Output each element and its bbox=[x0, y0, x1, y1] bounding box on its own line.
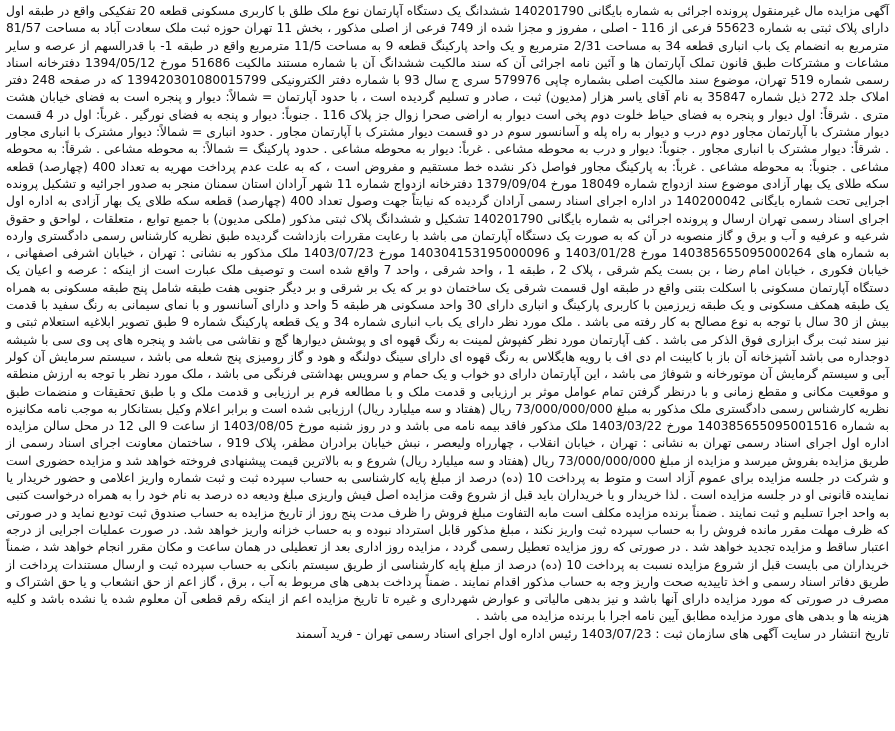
auction-notice-text: آگهی مزایده مال غیرمنقول پرونده اجرائی به شماره بایگانی 140201790 ششدانگ یک دستگاه آپارتمان نوع ملک طلق با کاربری مسکونی قطعه 20 تفکیکی واقع در طبقه اول دارای پلاک ثبتی به شماره 55623 فرعی از 116 - اصلی ، مفروز و مجزا شده از 749 فرعی از اصلی مذکور ، بخش 11 تهران حوزه ثبت ملک سعادت آباد به مساحت 81/57 مترمربع به انضمام یک باب انباری قطعه 34 به مساحت 2/31 مترمربع و یک واحد پارکینگ قطعه 9 به مساحت 11/5 مترمربع واقع در طبقه 1- با قدرالسهم از عرصه و سایر مشاعات و مشترکات طبق قانون تملک آپارتمان ها و آئین نامه اجرائی آن که سند مالکیت ششدانگ آن با شماره مستند مالکیت 51686 مورخ 1394/05/12 دفترخانه اسناد رسمی شماره 519 تهران، موضوع سند مالکیت اصلی بشماره چاپی 579976 سری ج سال 93 با شماره دفتر الکترونیکی 139420301080015799 که در صفحه 248 دفتر املاک جلد 272 ذیل شماره 35847 به نام آقای یاسر هزار (مدیون) ثبت ، صادر و تسلیم گردیده است ، با حدود آپارتمان = شمالاً: دیوار و پنجره است به فضای خیابان هشت متری . شرقاً: اول دیوار و پنجره به فضای حیاط خلوت دوم پخی است دیوار به اراضی صحرا زوال جز پلاک 116 . جنوباً: دیوار و پنجه به فضای نورگیر . غرباً: اول در 4 قسمت دیوار مشترک با آپارتمان مجاور دوم درب و دیوار به راه پله و آسانسور سوم در دو قسمت دیوار مشترک با آپارتمان مجاور . حدود انباری = شمالاً: دیوار مشترک با انباری مجاور . شرقاً: دیوار مشترک با انباری مجاور . جنوباً: دیوار و درب به محوطه مشاعی . غرباً: دیوار به محوطه مشاعی . حدود پارکینگ = شمالاً: به محوطه مشاعی . شرقاً: به محوطه مشاعی . جنوباً: به محوطه مشاعی . غرباً: به پارکینگ مجاور فواصل ذکر نشده خط مستقیم و مفروض است ، که به علت عدم پرداخت مهریه به تعداد 400 (چهارصد) قطعه سکه طلای یک بهار آزادی موضوع سند ازدواج شماره 18049 مورخ 1379/09/04 دفترخانه ازدواج شماره 11 شهر آرادان استان سمنان منجر به صدور اجرائیه و تشکیل پرونده اجرایی تحت شماره بایگانی 140200042 در اداره اجرای اسناد رسمی آرادان گردیده که نیابتاً جهت وصول تعداد 400 (چهارصد) قطعه سکه طلای یک بهار آزادی به اداره اول اجرای اسناد رسمی تهران ارسال و پرونده اجرائی به شماره بایگانی 140201790 تشکیل و ششدانگ پلاک ثبتی مذکور (ملکی مدیون) با جمیع توابع ، متعلقات ، لواحق و حقوق شرعیه و عرفیه و آب و برق و گاز منصوبه در آن که به صورت یک دستگاه آپارتمان می باشد با رعایت مقررات بازداشت گردیده طبق نظریه کارشناس رسمی دادگستری وارده به شماره های 140385655095000264 مورخ 1403/01/28 و 140304153195000096 مورخ 1403/07/23 ملک مذکور به نشانی : تهران ، خیابان اشرفی اصفهانی ، خیابان فکوری ، خیابان امام رضا ، بن بست یکم شرقی ، پلاک 2 ، طبقه 1 ، واحد شرقی ، واحد 7 واقع شده است و توصیف ملک عبارت است از اینکه : عرصه و اعیان یک دستگاه آپارتمان مسکونی با اسکلت بتنی واقع در طبقه اول قسمت شرقی یک ساختمان دو بر که یک بر شرقی و بر دیگر جنوبی هفت طبقه شامل پنج طبقه مسکونی به همراه یک طبقه همکف مسکونی و یک طبقه زیرزمین با کاربری پارکینگ و انباری دارای 30 واحد مسکونی هر طبقه 5 واحد و دارای آسانسور و با نمای سیمانی به رنگ سفید با قدمت بیش از 30 سال با توجه به نوع مصالح به کار رفته می باشد . ملک مورد نظر دارای یک باب انباری شماره 34 و یک قطعه پارکینگ شماره 9 طبق تصویر ابلاغیه استعلام ثبتی و نیز سند ثبت برگ ابزاری فوق الذکر می باشد . کف آپارتمان مورد نظر کفپوش لمینت به رنگ قهوه ای و پوشش دیوارها گچ و نقاشی می باشد و پنجره های پی وی سی با شیشه دوجداره می باشد آشپزخانه آن باز با کابینت ام دی اف با رویه هایگلاس به رنگ قهوه ای دارای سینگ دولنگه و هود و گاز رومیزی پنج شعله می باشد ، سیستم سرمایش آن کولر آبی و سیستم گرمایش آن موتورخانه و شوفاژ می باشد ، این آپارتمان دارای دو خواب و یک حمام و سرویس بهداشتی فرنگی می باشد ، ملک مورد نظر با توجه به ارزش منطقه و موقعیت مکانی و مقطع زمانی و با درنظر گرفتن تمام عوامل موثر بر ارزیابی و قدمت ملک و با مطالعه فرم بر ارزیابی و قدمت ملک و با طبق تحقیقات و منضمات طبق نظریه کارشناس رسمی دادگستری ملک مذکور به مبلغ 73/000/000/000 ریال (هفتاد و سه میلیارد ریال) ارزیابی شده است و برابر اعلام وکیل بستانکار به موجب نامه مکانیزه به شماره 140385655095001516 مورخ 1403/03/22 ملک مذکور فاقد بیمه نامه می باشد و در روز شنبه مورخ 1403/08/05 از ساعت 9 الی 12 در محل سالن مزایده اداره اول اجرای اسناد رسمی تهران به نشانی : تهران ، خیابان انقلاب ، چهارراه ولیعصر ، نبش خیابان برادران مظفر، پلاک 919 ، ساختمان معاونت اجرای اسناد رسمی از طریق مزایده بفروش میرسد و مزایده از مبلغ 73/000/000/000 ریال (هفتاد و سه میلیارد ریال) شروع و به بالاترین قیمت پیشنهادی فروخته خواهد شد و مزایده حضوری است و شرکت در جلسه مزایده برای عموم آزاد است و متوط به پرداخت 10 (ده) درصد از مبلغ پایه کارشناسی به حساب سپرده ثبت و ثبت شماره واریز اعلامی و حضور خریدار یا نماینده قانونی او در جلسه مزایده است . لذا خریدار و یا خریداران باید قبل از شروع وقت مزایده اصل فیش واریزی مبلغ ودیعه ده درصد به نام خود را به همراه درخواست کتبی به واحد اجرا تسلیم و ثبت نمایند . ضمناً برنده مزایده مکلف است مابه التفاوت مبلغ فروش را ظرف مدت پنج روز از تاریخ مزایده به حساب صندوق ثبت تودیع نماید و در صورتی که ظرف مهلت مقرر مانده فروش را به حساب سپرده ثبت واریز نکند ، مبلغ مذکور قابل استرداد نبوده و به حساب خزانه واریز خواهد شد. در صورت عملیات اجرایی از درجه اعتبار ساقط و مزایده تجدید خواهد شد . در صورتی که روز مزایده تعطیل رسمی گردد ، مزایده روز اداری بعد از تعطیلی در همان ساعت و مکان مقرر انجام خواهد شد ، ضمناً خریداران می بایست قبل از شروع مزایده نسبت به پرداخت 10 (ده) درصد از مبلغ پایه کارشناسی از طریق سیستم بانکی به حساب سپرده ثبت و ارسال مستندات پرداخت از طریق دفاتر اسناد رسمی و اخذ تاییدیه صحت واریز وجه به حساب مذکور اقدام نمایند . ضمناً پرداخت بدهی های مربوط به آب ، برق ، گاز اعم از حق انشعاب و یا حق اشتراک و مصرف در صورتی که مورد مزایده دارای آنها باشد و نیز بدهی مالیاتی و عوارض شهرداری و غیره تا تاریخ مزایده اعم از اینکه رقم قطعی آن معلوم شده یا نشده باشد و کلیه هزینه ها و بدهی های مورد مزایده مطابق آیین نامه اجرا با برنده مزایده می باشد . bbox=[6, 4, 890, 624]
publication-footer: تاریخ انتشار در سایت آگهی های سازمان ثبت : 1403/07/23 رئیس اداره اول اجرای اسناد رسمی تهران - فرید آسمند bbox=[295, 626, 889, 641]
